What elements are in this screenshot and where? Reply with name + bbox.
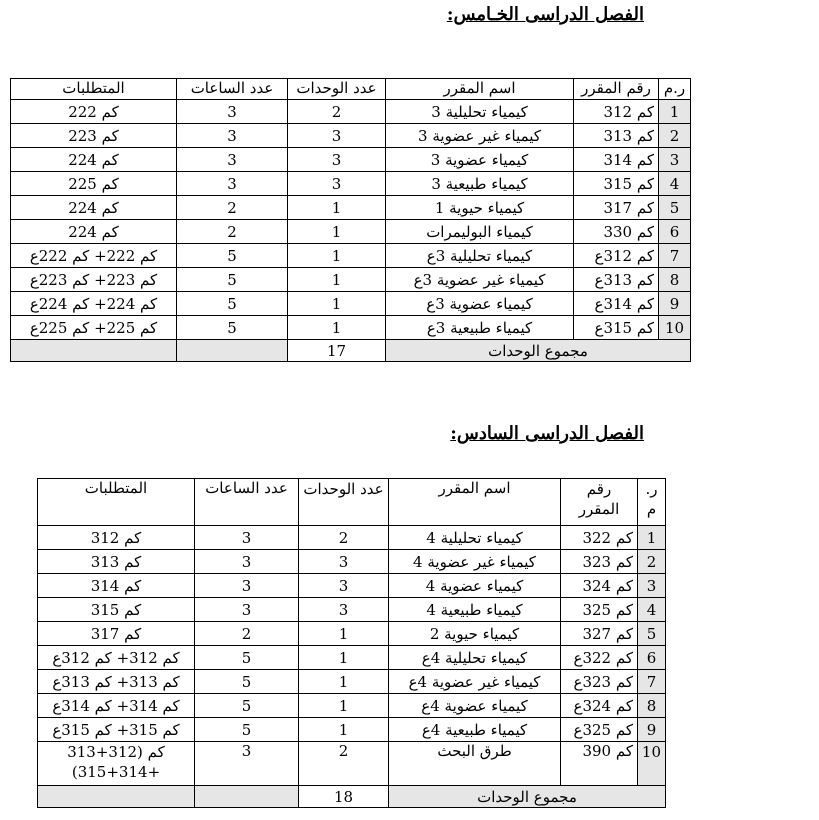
course-code: كم 390 [561,742,638,786]
course-prerequisites: كم 313+ كم 313ع [38,670,195,694]
course-code: كم 325ع [561,718,638,742]
row-number: 9 [659,292,691,316]
semester6-total-row [38,786,666,808]
table-row [11,172,691,196]
row-number: 4 [638,598,666,622]
course-units: 3 [288,172,386,196]
course-hours: 3 [177,172,288,196]
semester6-rows [38,526,666,786]
course-prerequisites: كم 317 [38,622,195,646]
course-name: كيمياء طبيعية 4ع [389,718,561,742]
course-units: 2 [299,742,389,786]
table-row [38,574,666,598]
course-prerequisites: كم 223+ كم 223ع [11,268,177,292]
course-prerequisites: كم 223 [11,124,177,148]
course-code: كم 317 [574,196,659,220]
course-hours: 3 [177,124,288,148]
row-number: 8 [659,268,691,292]
semester6-table [37,478,666,808]
row-number: 1 [659,100,691,124]
total-empty [195,786,299,808]
course-name: كيمياء غير عضوية 3ع [386,268,574,292]
table-row [11,268,691,292]
course-units: 3 [288,124,386,148]
table-row [38,550,666,574]
row-number: 8 [638,694,666,718]
semester5-rows [11,100,691,340]
course-hours: 5 [195,694,299,718]
course-units: 1 [299,694,389,718]
course-hours: 2 [177,196,288,220]
course-units: 1 [288,292,386,316]
course-hours: 3 [177,148,288,172]
course-name: كيمياء عضوية 3 [386,148,574,172]
row-number: 2 [638,550,666,574]
semester5-header-row [11,79,691,100]
table-row [11,124,691,148]
table-row [11,100,691,124]
course-name: طرق البحث [389,742,561,786]
course-units: 2 [299,526,389,550]
row-number: 5 [659,196,691,220]
row-number: 3 [659,148,691,172]
table-row [11,220,691,244]
course-code: كم 314 [574,148,659,172]
course-prerequisites: كم 315 [38,598,195,622]
course-units: 1 [299,622,389,646]
course-name: كيمياء طبيعية 4 [389,598,561,622]
total-label: مجموع الوحدات [386,340,691,362]
course-units: 3 [299,598,389,622]
table-row [38,694,666,718]
course-code: كم 322ع [561,646,638,670]
course-prerequisites: كم (312+313 +314+315) [38,742,195,786]
header-req: المتطلبات [38,479,195,526]
course-code: كم 323 [561,550,638,574]
table-row [11,316,691,340]
course-name: كيمياء عضوية 3ع [386,292,574,316]
table-row [11,196,691,220]
semester5-title: الفصل الدراسى الخـامس: [446,4,644,25]
course-hours: 5 [177,316,288,340]
course-units: 1 [299,718,389,742]
course-prerequisites: كم 315+ كم 315ع [38,718,195,742]
course-units: 1 [299,646,389,670]
table-row [38,598,666,622]
header-name: اسم المقرر [389,479,561,526]
course-code: كم 315 [574,172,659,196]
course-prerequisites: كم 224 [11,148,177,172]
table-row [11,244,691,268]
course-code: كم 312ع [574,244,659,268]
header-hours: عدد الساعات [177,79,288,100]
course-name: كيمياء عضوية 4 [389,574,561,598]
table-row [38,742,666,786]
course-code: كم 322 [561,526,638,550]
course-code: كم 315ع [574,316,659,340]
row-number: 2 [659,124,691,148]
course-units: 3 [299,550,389,574]
course-units: 2 [288,100,386,124]
course-hours: 3 [195,550,299,574]
course-units: 1 [288,244,386,268]
total-units: 17 [288,340,386,362]
row-number: 10 [659,316,691,340]
course-units: 1 [288,268,386,292]
course-hours: 5 [177,268,288,292]
course-code: كم 325 [561,598,638,622]
course-name: كيمياء طبيعية 3 [386,172,574,196]
course-units: 1 [288,316,386,340]
course-hours: 5 [195,718,299,742]
semester6-title: الفصل الدراسى السادس: [450,423,644,444]
course-prerequisites: كم 224 [11,220,177,244]
course-name: كيمياء تحليلية 4ع [389,646,561,670]
table-row [38,646,666,670]
course-code: كم 314ع [574,292,659,316]
course-hours: 3 [195,742,299,786]
course-prerequisites: كم 224 [11,196,177,220]
total-label: مجموع الوحدات [389,786,666,808]
course-code: كم 313ع [574,268,659,292]
course-name: كيمياء تحليلية 3 [386,100,574,124]
course-hours: 5 [177,292,288,316]
course-name: كيمياء غير عضوية 4 [389,550,561,574]
header-code: رقم المقرر [574,79,659,100]
total-empty [38,786,195,808]
table-row [11,292,691,316]
row-number: 7 [638,670,666,694]
total-empty [177,340,288,362]
total-empty [11,340,177,362]
course-prerequisites: كم 314 [38,574,195,598]
course-name: كيمياء تحليلية 4 [389,526,561,550]
course-prerequisites: كم 225 [11,172,177,196]
header-units: عدد الوحدات [288,79,386,100]
course-units: 1 [299,670,389,694]
course-prerequisites: كم 222 [11,100,177,124]
header-units: عدد الوحدات [299,479,389,526]
course-name: كيمياء تحليلية 3ع [386,244,574,268]
course-prerequisites: كم 224+ كم 224ع [11,292,177,316]
course-name: كيمياء طبيعية 3ع [386,316,574,340]
course-hours: 2 [177,220,288,244]
total-units: 18 [299,786,389,808]
semester5-table [10,78,691,362]
course-name: كيمياء غير عضوية 4ع [389,670,561,694]
course-units: 1 [288,220,386,244]
header-num: ر.م [659,79,691,100]
row-number: 9 [638,718,666,742]
row-number: 7 [659,244,691,268]
semester6-header-row [38,479,666,526]
course-name: كيمياء غير عضوية 3 [386,124,574,148]
course-code: كم 327 [561,622,638,646]
course-prerequisites: كم 312 [38,526,195,550]
course-hours: 2 [195,622,299,646]
course-hours: 3 [195,598,299,622]
course-hours: 5 [177,244,288,268]
header-req: المتطلبات [11,79,177,100]
course-code: كم 330 [574,220,659,244]
course-code: كم 324ع [561,694,638,718]
course-prerequisites: كم 313 [38,550,195,574]
course-name: كيمياء حيوية 2 [389,622,561,646]
row-number: 6 [638,646,666,670]
header-hours: عدد الساعات [195,479,299,526]
course-hours: 3 [195,526,299,550]
row-number: 1 [638,526,666,550]
course-name: كيمياء البوليمرات [386,220,574,244]
table-row [38,526,666,550]
course-units: 3 [288,148,386,172]
row-number: 5 [638,622,666,646]
row-number: 4 [659,172,691,196]
table-row [38,718,666,742]
course-hours: 3 [177,100,288,124]
course-hours: 3 [195,574,299,598]
course-code: كم 312 [574,100,659,124]
course-name: كيمياء عضوية 4ع [389,694,561,718]
semester5-total-row [11,340,691,362]
course-code: كم 313 [574,124,659,148]
header-num: ر. م [638,479,666,526]
course-code: كم 323ع [561,670,638,694]
row-number: 6 [659,220,691,244]
course-prerequisites: كم 312+ كم 312ع [38,646,195,670]
course-hours: 5 [195,670,299,694]
header-name: اسم المقرر [386,79,574,100]
table-row [38,670,666,694]
course-code: كم 324 [561,574,638,598]
table-row [38,622,666,646]
table-row [11,148,691,172]
course-units: 3 [299,574,389,598]
course-prerequisites: كم 314+ كم 314ع [38,694,195,718]
row-number: 3 [638,574,666,598]
row-number: 10 [638,742,666,786]
course-units: 1 [288,196,386,220]
course-name: كيمياء حيوية 1 [386,196,574,220]
header-code: رقم المقرر [561,479,638,526]
course-prerequisites: كم 222+ كم 222ع [11,244,177,268]
course-prerequisites: كم 225+ كم 225ع [11,316,177,340]
course-hours: 5 [195,646,299,670]
